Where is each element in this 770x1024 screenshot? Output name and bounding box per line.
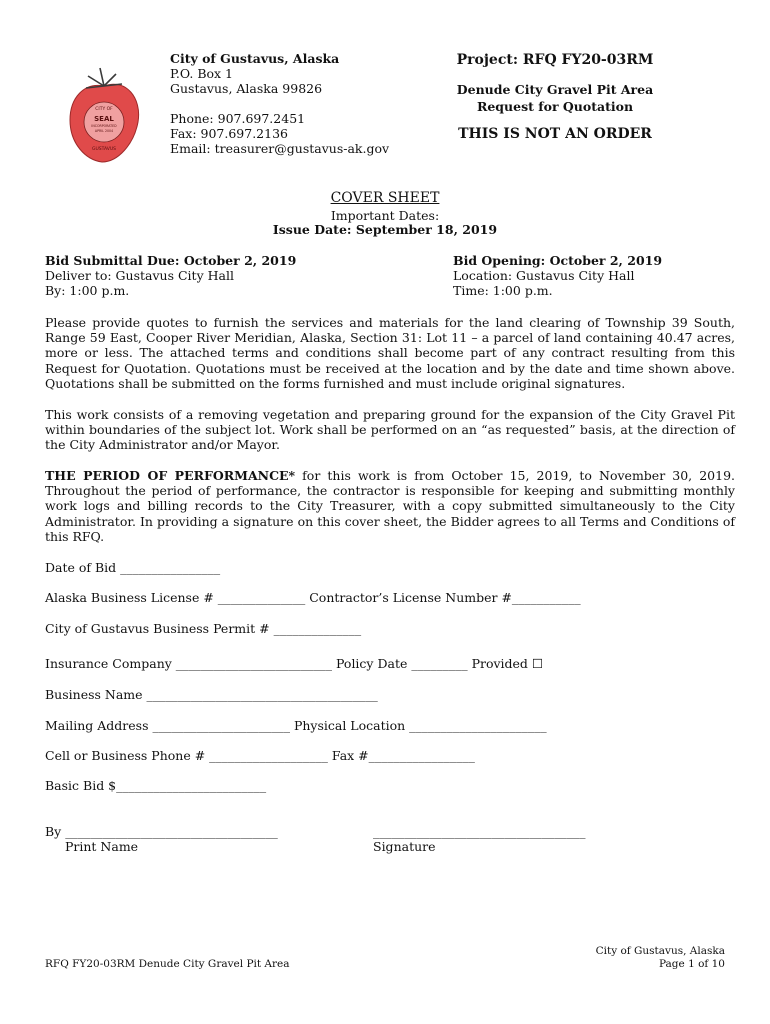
strawberry-seal-icon (66, 64, 142, 166)
footer-left: RFQ FY20-03RM Denude City Gravel Pit Area (45, 958, 290, 970)
address-fields[interactable]: Mailing Address ______________________ Physical Location ______________________ (45, 718, 547, 733)
project-desc: Denude City Gravel Pit Area (456, 82, 654, 97)
performance-text: for this work is from October 15, 2019, to November 30, 2019. Throughout the period of performance, the contractor is responsible for keeping and submitting monthly work logs and billing records to the City Treasurer, with a copy submitted simultaneously to the City Administrator. In providing a signature on this cover sheet, the Bidder agrees to all Terms and Conditions of this RFQ. (45, 468, 735, 544)
bid-opening-title: Bid Opening: October 2, 2019 (453, 253, 663, 268)
basic-bid-field[interactable]: Basic Bid $________________________ (45, 778, 267, 793)
phone-fax-fields[interactable]: Cell or Business Phone # ___________________ Fax #_________________ (45, 748, 475, 763)
paragraph-work: This work consists of a removing vegetation and preparing ground for the expansion of the City Gravel Pit within boundaries of the subject lot. Work shall be performed on an “as requested” basis, at the direction of the City Administrator and/or Mayor. (45, 407, 735, 453)
seal-text-bottom: GUSTAVUS (91, 147, 117, 152)
bid-submittal-block (45, 253, 296, 298)
paragraph-performance (45, 468, 735, 544)
org-name: City of Gustavus, Alaska (170, 51, 340, 66)
insurance-fields[interactable]: Insurance Company _________________________ Policy Date _________ Provided ☐ (45, 656, 544, 671)
po-box: P.O. Box 1 (170, 66, 234, 81)
bid-deliver: Deliver to: Gustavus City Hall (45, 268, 234, 283)
project-type: Request for Quotation (476, 99, 634, 114)
bid-due-title: Bid Submittal Due: October 2, 2019 (45, 253, 297, 268)
issue-date: Issue Date: September 18, 2019 (272, 222, 498, 237)
cover-title: COVER SHEET (330, 190, 440, 206)
seal-text-top: CITY OF (95, 107, 113, 112)
fax: Fax: 907.697.2136 (170, 126, 288, 141)
business-name-field[interactable]: Business Name _____________________________________ (45, 687, 378, 702)
footer-right (560, 945, 725, 971)
project-block (450, 51, 660, 142)
bid-opening-block (453, 253, 662, 298)
performance-heading: THE PERIOD OF PERFORMANCE* (45, 468, 296, 483)
signature-label: Signature (373, 839, 436, 854)
email: Email: treasurer@gustavus-ak.gov (170, 141, 390, 156)
signature-line[interactable]: __________________________________ (373, 824, 586, 839)
project-title: Project: RFQ FY20-03RM (456, 52, 654, 68)
bid-by: By: 1:00 p.m. (45, 283, 130, 298)
city-state: Gustavus, Alaska 99826 (170, 81, 323, 96)
seal-text-inc: INCORPORATED (91, 124, 117, 128)
print-name-label: Print Name (65, 839, 139, 854)
not-order-notice: THIS IS NOT AN ORDER (458, 126, 652, 142)
seal-text-year: APRIL 2004 (94, 129, 114, 133)
phone: Phone: 907.697.2451 (170, 111, 306, 126)
license-fields[interactable]: Alaska Business License # ______________ Contractor’s License Number #___________ (45, 590, 581, 605)
footer-org: City of Gustavus, Alaska (595, 945, 725, 957)
date-of-bid-field[interactable]: Date of Bid ________________ (45, 560, 221, 575)
important-dates-label: Important Dates: (330, 208, 440, 223)
business-permit-field[interactable]: City of Gustavus Business Permit # ______________ (45, 621, 362, 636)
address-block (170, 51, 389, 156)
page-number: Page 1 of 10 (658, 958, 725, 970)
print-name-line[interactable]: By __________________________________ (45, 824, 278, 839)
seal-text-mid: SEAL (94, 115, 114, 123)
paragraph-quotes: Please provide quotes to furnish the services and materials for the land clearing of Township 39 South, Range 59 East, Cooper River Meridian, Alaska, Section 31: Lot 11 – a parcel of land containing 40.47 acres, more or less. The attached terms and conditions shall become part of any contract resulting from this Request for Quotation. Quotations must be received at the location and by the date and time shown above. Quotations shall be submitted on the forms furnished and must include original signatures. (45, 315, 735, 391)
bid-time: Time: 1:00 p.m. (453, 283, 553, 298)
bid-location: Location: Gustavus City Hall (453, 268, 635, 283)
